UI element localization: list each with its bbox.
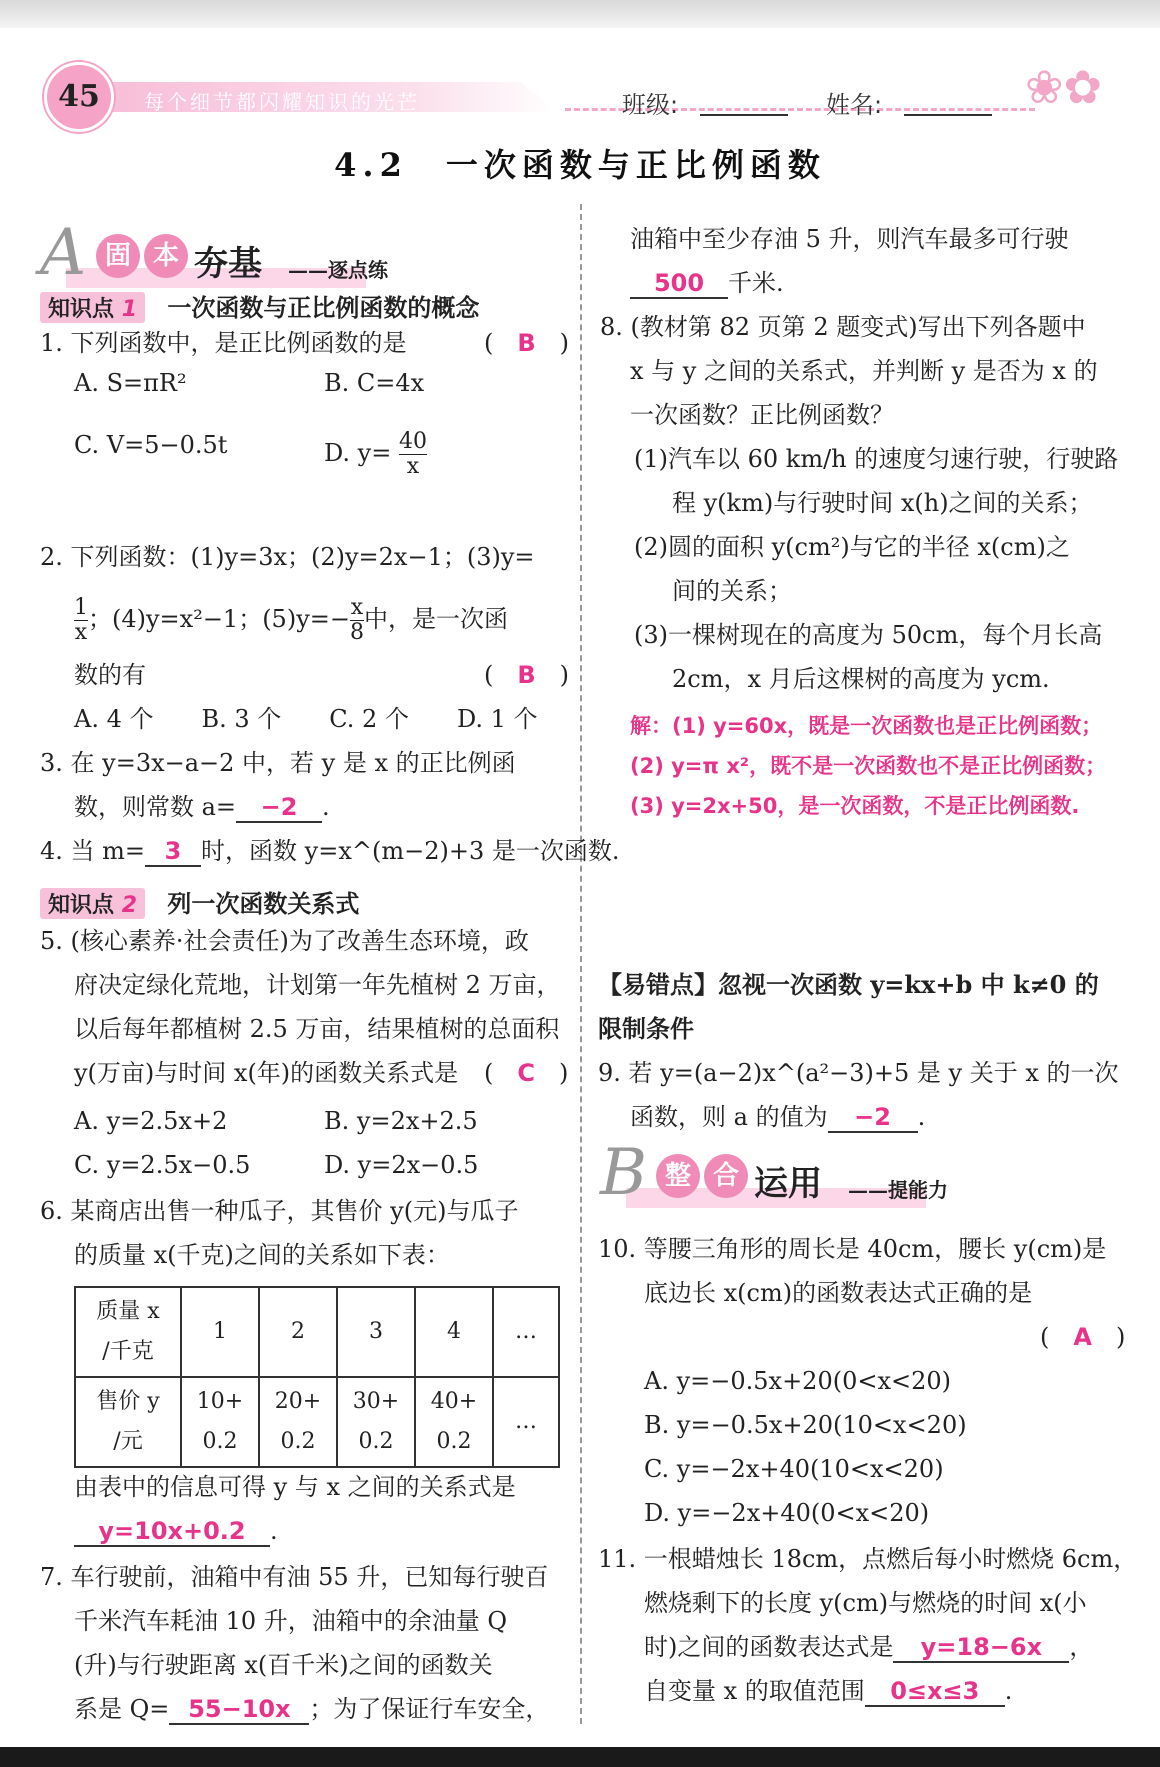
q6-answer-line: y=10x+0.2 . [74,1516,278,1547]
q9-line-2: 函数，则 a 的值为 −2 . [630,1103,926,1131]
section-b-name: 运用 [754,1164,822,1204]
q5-answer-paren: ( C ) [484,1059,569,1087]
q2-options: A. 4 个 B. 3 个 C. 2 个 D. 1 个 [74,705,538,733]
q10-answer: A [1073,1323,1092,1351]
q7-line-2: 千米汽车耗油 10 升，油箱中的余油量 Q [74,1607,508,1635]
q8-part-2b: 间的关系； [672,577,792,605]
flower-ornament-icon: ❀✿ [1025,60,1103,114]
mistake-point-line-2: 限制条件 [598,1014,694,1043]
q7-line-3: (升)与行驶距离 x(百千米)之间的函数关 [74,1651,493,1679]
q6-line-3: 由表中的信息可得 y 与 x 之间的关系式是 [74,1473,516,1501]
name-blank[interactable] [904,114,992,116]
q10-option-b: B. y=−0.5x+20(10<x<20) [644,1411,967,1439]
q5-option-b: B. y=2x+2.5 [324,1107,478,1135]
q7-line-6: 500 千米. [630,268,784,299]
q1-option-d: D. y= $\frac{40}{x}$ [324,429,427,479]
table-cell: … [493,1287,559,1377]
table-header-price: 售价 y /元 [75,1377,181,1467]
q4-blank[interactable]: 3 [145,837,201,867]
q3-line-1: 3. 在 y=3x−a−2 中，若 y 是 x 的正比例函 [40,749,516,777]
knowledge-point-1 [40,288,479,323]
q6-price-table [74,1286,560,1468]
section-b-letter: B [600,1136,648,1210]
kp2-title: 列一次函数关系式 [167,890,360,918]
q10-line-2: 底边长 x(cm)的函数表达式正确的是 [644,1279,1033,1307]
section-a-sub: ——逐点练 [288,258,388,282]
q10-option-d: D. y=−2x+40(0<x<20) [644,1499,930,1527]
screen-top-bar [0,0,1160,28]
q8-part-1a: (1)汽车以 60 km/h 的速度匀速行驶，行驶路 [634,445,1119,473]
table-cell: 4 [415,1287,493,1377]
q6-line-1: 6. 某商店出售一种瓜子，其售价 y(元)与瓜子 [40,1197,519,1225]
table-cell: 2 [259,1287,337,1377]
page-title: 4.2 一次函数与正比例函数 [334,146,826,184]
q1-option-c: C. V=5−0.5t [74,431,228,459]
q10-line-1: 10. 等腰三角形的周长是 40cm，腰长 y(cm)是 [598,1235,1107,1263]
class-label: 班级: [622,91,679,119]
table-cell: 3 [337,1287,415,1377]
q8-part-3b: 2cm，x 月后这棵树的高度为 ycm. [672,665,1050,693]
q1-answer-paren: ( B ) [484,329,570,357]
q2-line-3: 数的有 [74,661,146,689]
name-label: 姓名: [826,91,883,119]
workbook-page [0,28,1160,1747]
kp1-tag: 知识点 1 [40,292,145,323]
q1-option-b: B. C=4x [324,369,425,397]
section-b-circle-2: 合 [704,1154,748,1198]
section-a-name: 夯基 [194,244,262,284]
q7-blank-1[interactable]: 55−10x [169,1695,309,1725]
q2-answer: B [517,661,536,689]
screen-bottom-bar [0,1747,1160,1767]
q8-solution-3: (3) y=2x+50，是一次函数，不是正比例函数. [630,794,1080,818]
q11-line-4: 自变量 x 的取值范围 0≤x≤3 . [644,1677,1013,1705]
q8-part-3a: (3)一棵树现在的高度为 50cm，每个月长高 [634,621,1103,649]
table-row [75,1377,559,1467]
section-a-circle-1: 固 [96,234,140,278]
knowledge-point-2 [40,884,359,919]
table-cell: 20+ 0.2 [259,1377,337,1467]
q2-line-2: $\frac{1}{x}$ ；(4)y=x²−1；(5)y=− $\frac{x}{8}$ 中，是一次函 [74,595,508,645]
q8-line-1: 8. (教材第 82 页第 2 题变式)写出下列各题中 [600,313,1086,341]
q9-line-1: 9. 若 y=(a−2)x^(a²−3)+5 是 y 关于 x 的一次 [598,1059,1119,1087]
q10-option-c: C. y=−2x+40(10<x<20) [644,1455,944,1483]
q10-option-a: A. y=−0.5x+20(0<x<20) [644,1367,952,1395]
q5-line-2: 府决定绿化荒地，计划第一年先植树 2 万亩， [74,971,561,999]
q7-line-1: 7. 车行驶前，油箱中有油 55 升，已知每行驶百 [40,1563,549,1591]
table-cell: … [493,1377,559,1467]
q11-blank-1[interactable]: y=18−6x [893,1633,1069,1663]
page-number: 45 [44,62,114,132]
header-slogan: 每个细节都闪耀知识的光芒 [144,90,420,114]
q2-line-1: 2. 下列函数：(1)y=3x；(2)y=2x−1；(3)y= [40,543,535,571]
q1-stem: 1. 下列函数中，是正比例函数的是 [40,329,407,357]
q4-line: 4. 当 m= 3 时，函数 y=x^(m−2)+3 是一次函数. [40,837,620,865]
q8-solution-1: 解：(1) y=60x，既是一次函数也是正比例函数； [630,714,1103,738]
q5-line-4: y(万亩)与时间 x(年)的函数关系式是 [74,1059,459,1087]
q11-line-3: 时)之间的函数表达式是 y=18−6x ， [644,1633,1094,1661]
q5-answer: C [517,1059,535,1087]
q6-blank[interactable]: y=10x+0.2 [74,1517,270,1547]
q7-line-5: 油箱中至少存油 5 升，则汽车最多可行驶 [630,225,1069,253]
table-cell: 40+ 0.2 [415,1377,493,1467]
q3-blank[interactable]: −2 [236,793,322,823]
q6-line-2: 的质量 x(千克)之间的关系如下表： [74,1241,450,1269]
section-b-heading [600,1136,1000,1214]
section-a-circle-2: 本 [144,234,188,278]
section-a-heading [40,216,440,294]
q3-line-2: 数，则常数 a= −2 . [74,793,330,821]
table-cell: 1 [181,1287,259,1377]
page-header [40,50,1125,130]
q5-line-3: 以后每年都植树 2.5 万亩，结果植树的总面积 [74,1015,560,1043]
q5-line-1: 5. (核心素养·社会责任)为了改善生态环境，政 [40,927,529,955]
q11-line-2: 燃烧剩下的长度 y(cm)与燃烧的时间 x(小 [644,1589,1087,1617]
q8-part-1b: 程 y(km)与行驶时间 x(h)之间的关系； [672,489,1093,517]
mistake-point-line-1: 【易错点】忽视一次函数 y=kx+b 中 k≠0 的 [598,970,1099,999]
q11-blank-2[interactable]: 0≤x≤3 [865,1677,1005,1707]
q8-line-3: 一次函数？正比例函数？ [630,401,894,429]
q5-option-d: D. y=2x−0.5 [324,1151,479,1179]
q8-line-2: x 与 y 之间的关系式，并判断 y 是否为 x 的 [630,357,1098,385]
q5-option-a: A. y=2.5x+2 [74,1107,228,1135]
q1-option-a: A. S=πR² [74,369,187,397]
table-row [75,1287,559,1377]
table-header-mass: 质量 x /千克 [75,1287,181,1377]
q2-answer-paren: ( B ) [484,661,570,689]
table-cell: 10+ 0.2 [181,1377,259,1467]
table-cell: 30+ 0.2 [337,1377,415,1467]
section-b-circle-1: 整 [656,1154,700,1198]
q9-blank[interactable]: −2 [828,1103,918,1133]
q7-line-4: 系是 Q= 55−10x ；为了保证行车安全， [74,1695,550,1723]
q7-blank-2[interactable]: 500 [630,269,728,299]
section-b-sub: ——提能力 [848,1178,948,1202]
q8-solution-2: (2) y=π x²，既不是一次函数也不是正比例函数； [630,754,1107,778]
q1-answer: B [517,329,536,357]
q11-line-1: 11. 一根蜡烛长 18cm，点燃后每小时燃烧 6cm， [598,1545,1138,1573]
kp2-tag: 知识点 2 [40,888,145,919]
q8-part-2a: (2)圆的面积 y(cm²)与它的半径 x(cm)之 [634,533,1070,561]
class-blank[interactable] [700,114,788,116]
q5-option-c: C. y=2.5x−0.5 [74,1151,251,1179]
q10-answer-paren: ( A ) [1040,1323,1126,1351]
section-a-letter: A [40,216,87,290]
column-divider [580,204,582,1724]
kp1-title: 一次函数与正比例函数的概念 [167,294,480,322]
